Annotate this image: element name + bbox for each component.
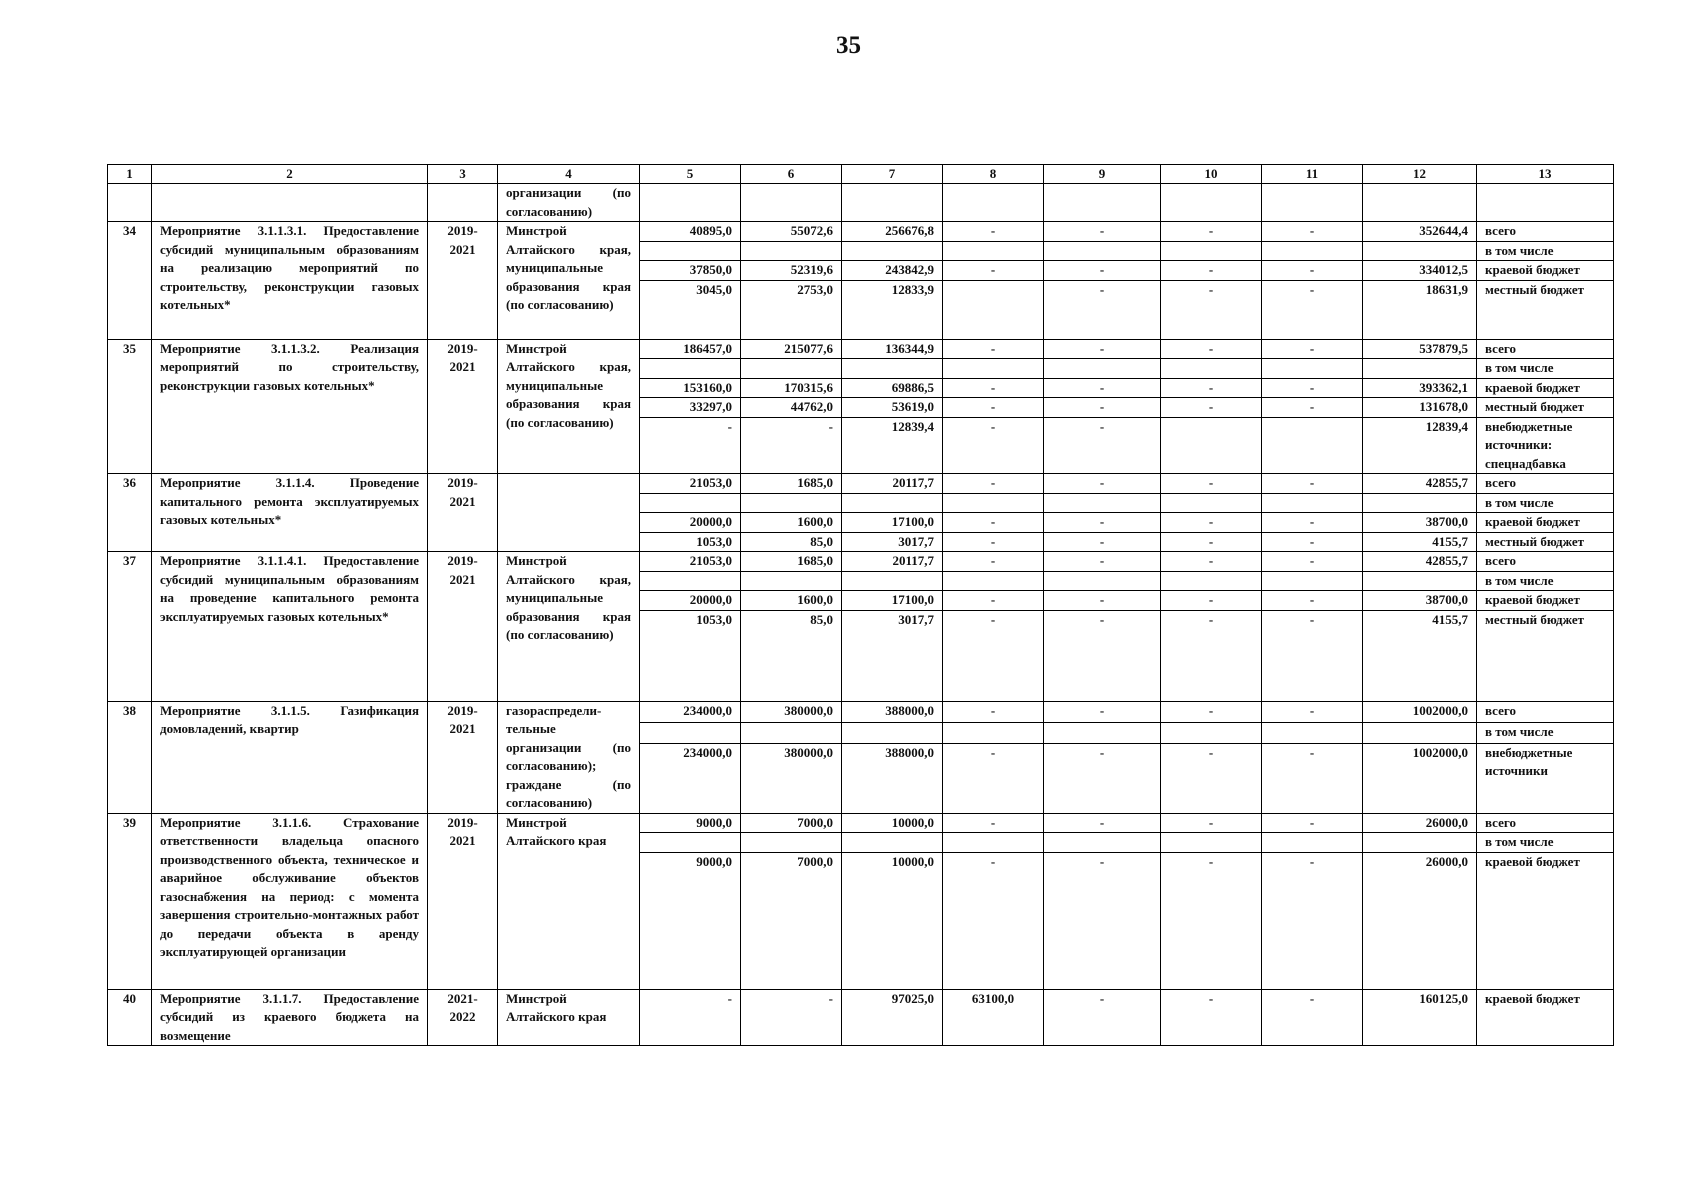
value-5 [640,571,741,591]
value-7: 17100,0 [842,591,943,611]
value-5: 21053,0 [640,474,741,494]
value-8: - [943,378,1044,398]
value-10: - [1161,591,1262,611]
value-6: 1600,0 [741,591,842,611]
cell-executor: организации (по согласованию) [498,184,640,222]
value-5: 33297,0 [640,398,741,418]
years: 2019-2021 [428,339,498,474]
executor: Минстрой Алтайского края, муниципальные образования края (по согласованию) [498,339,640,474]
value-12: 26000,0 [1363,852,1477,989]
column-number-6: 6 [741,165,842,184]
value-9: - [1044,474,1161,494]
value-8: - [943,743,1044,813]
value-5: 40895,0 [640,222,741,242]
table-row [108,222,1614,242]
value-6: 380000,0 [741,701,842,722]
funding-source: краевой бюджет [1477,261,1614,281]
value-9: - [1044,989,1161,1046]
value-5: 21053,0 [640,552,741,572]
measure-name: Мероприятие 3.1.1.4.1. Предоставление субсидий муниципальным образованиям на проведение капитального ремонта эксплуатируемых газовых котельных* [152,552,428,702]
value-6: - [741,417,842,474]
cell-name [152,184,428,222]
value-5: 20000,0 [640,513,741,533]
table-row [108,339,1614,359]
value-10 [1161,359,1262,379]
value-10 [1161,722,1262,743]
value-8: - [943,339,1044,359]
value-9 [1044,571,1161,591]
years: 2019-2021 [428,701,498,813]
value-9 [1044,359,1161,379]
value-7: 20117,7 [842,552,943,572]
value-6: 170315,6 [741,378,842,398]
column-number-1: 1 [108,165,152,184]
value-11: - [1262,474,1363,494]
value-10: - [1161,813,1262,833]
value-12: 12839,4 [1363,417,1477,474]
value-6: 1685,0 [741,474,842,494]
executor: Минстрой Алтайского края, муниципальные образования края (по согласованию) [498,222,640,340]
value-10: - [1161,701,1262,722]
value-5: 37850,0 [640,261,741,281]
value-7: 3017,7 [842,610,943,701]
value-9: - [1044,339,1161,359]
value-5: 9000,0 [640,852,741,989]
value-9: - [1044,532,1161,552]
row-number: 38 [108,701,152,813]
value-10: - [1161,532,1262,552]
value-5 [640,493,741,513]
measure-name: Мероприятие 3.1.1.3.1. Предоставление субсидий муниципальным образованиям на реализацию мероприятий по строительству, реконструкции газовых котельных* [152,222,428,340]
value-6 [741,571,842,591]
value-11 [1262,359,1363,379]
value-6: 1685,0 [741,552,842,572]
value-5: 3045,0 [640,280,741,339]
value-7: 388000,0 [842,743,943,813]
row-number: 40 [108,989,152,1046]
value-9: - [1044,610,1161,701]
value-7 [842,722,943,743]
value-10: - [1161,989,1262,1046]
column-number-4: 4 [498,165,640,184]
value-8: - [943,532,1044,552]
value-8 [943,571,1044,591]
value-8: - [943,852,1044,989]
value-6: 2753,0 [741,280,842,339]
cell-num [108,184,152,222]
column-number-3: 3 [428,165,498,184]
value-7: 388000,0 [842,701,943,722]
value-7 [842,359,943,379]
value-5: 234000,0 [640,701,741,722]
funding-source: местный бюджет [1477,280,1614,339]
value-9: - [1044,280,1161,339]
value-8: - [943,417,1044,474]
value-10: - [1161,552,1262,572]
value-6: 7000,0 [741,852,842,989]
table-row [108,989,1614,1046]
value-8: - [943,591,1044,611]
value-8: - [943,701,1044,722]
value-12: 160125,0 [1363,989,1477,1046]
measure-name: Мероприятие 3.1.1.7. Предоставление субсидий из краевого бюджета на возмещение [152,989,428,1046]
value-6: 215077,6 [741,339,842,359]
funding-source: внебюджетные источники [1477,743,1614,813]
value-7: 10000,0 [842,852,943,989]
continuation-row [108,184,1614,222]
value-11: - [1262,280,1363,339]
funding-source: в том числе [1477,571,1614,591]
value-12: 1002000,0 [1363,701,1477,722]
funding-source: внебюджетные источники: спецнадбавка [1477,417,1614,474]
value-11 [1262,833,1363,853]
years: 2019-2021 [428,552,498,702]
value-7: 69886,5 [842,378,943,398]
value-11: - [1262,610,1363,701]
value-12: 4155,7 [1363,532,1477,552]
value-11 [1262,241,1363,261]
value-12: 537879,5 [1363,339,1477,359]
measure-name: Мероприятие 3.1.1.5. Газификация домовладений, квартир [152,701,428,813]
table-body [108,184,1614,1046]
value-9: - [1044,701,1161,722]
value-8: - [943,513,1044,533]
column-number-11: 11 [1262,165,1363,184]
funding-source: краевой бюджет [1477,591,1614,611]
value-10 [1161,417,1262,474]
funding-source: краевой бюджет [1477,852,1614,989]
value-11: - [1262,398,1363,418]
column-number-9: 9 [1044,165,1161,184]
value-7: 17100,0 [842,513,943,533]
table-row [108,813,1614,833]
value-5 [640,722,741,743]
value-12: 334012,5 [1363,261,1477,281]
funding-source: в том числе [1477,241,1614,261]
table-row [108,701,1614,722]
value-6: 44762,0 [741,398,842,418]
value-7: 12833,9 [842,280,943,339]
value-12: 42855,7 [1363,474,1477,494]
value-9: - [1044,591,1161,611]
value-11 [1262,417,1363,474]
value-11: - [1262,852,1363,989]
value-8 [943,722,1044,743]
value-11: - [1262,261,1363,281]
column-number-12: 12 [1363,165,1477,184]
value-7 [842,241,943,261]
value-12: 1002000,0 [1363,743,1477,813]
value-7 [842,833,943,853]
value-8: - [943,610,1044,701]
value-8: - [943,552,1044,572]
value-5 [640,833,741,853]
value-11 [1262,722,1363,743]
column-number-10: 10 [1161,165,1262,184]
value-12: 26000,0 [1363,813,1477,833]
value-5: - [640,417,741,474]
value-7: 53619,0 [842,398,943,418]
measure-name: Мероприятие 3.1.1.6. Страхование ответственности владельца опасного производственного объекта, техническое и аварийное обслуживание объектов газоснабжения на период: с момента завершения строительно-монтажных работ до передачи объекта в аренду эксплуатирующей организации [152,813,428,989]
value-11: - [1262,513,1363,533]
value-7: 3017,7 [842,532,943,552]
value-7: 136344,9 [842,339,943,359]
row-number: 35 [108,339,152,474]
value-9: - [1044,378,1161,398]
column-number-13: 13 [1477,165,1614,184]
value-12 [1363,571,1477,591]
funding-source: краевой бюджет [1477,989,1614,1046]
value-5: 1053,0 [640,532,741,552]
row-number: 37 [108,552,152,702]
value-11: - [1262,591,1363,611]
value-10: - [1161,852,1262,989]
value-11: - [1262,743,1363,813]
value-6: 85,0 [741,532,842,552]
value-7 [842,493,943,513]
executor: Минстрой Алтайского края [498,989,640,1046]
column-number-7: 7 [842,165,943,184]
column-number-8: 8 [943,165,1044,184]
value-10: - [1161,398,1262,418]
value-8: - [943,261,1044,281]
value-6 [741,493,842,513]
value-11: - [1262,701,1363,722]
value-11: - [1262,378,1363,398]
executor: газораспредели-тельные организации (по согласованию); граждане (по согласованию) [498,701,640,813]
value-10: - [1161,743,1262,813]
value-11: - [1262,222,1363,242]
column-number-5: 5 [640,165,741,184]
value-5 [640,359,741,379]
value-9: - [1044,513,1161,533]
funding-source: местный бюджет [1477,610,1614,701]
column-number-2: 2 [152,165,428,184]
value-8 [943,359,1044,379]
funding-source: в том числе [1477,722,1614,743]
value-12 [1363,493,1477,513]
value-12: 352644,4 [1363,222,1477,242]
measure-name: Мероприятие 3.1.1.3.2. Реализация мероприятий по строительству, реконструкции газовых котельных* [152,339,428,474]
table-row [108,474,1614,494]
value-8: - [943,813,1044,833]
value-9 [1044,833,1161,853]
value-10: - [1161,222,1262,242]
value-9: - [1044,743,1161,813]
funding-source: всего [1477,701,1614,722]
value-6 [741,722,842,743]
value-12: 393362,1 [1363,378,1477,398]
value-12: 42855,7 [1363,552,1477,572]
value-5: - [640,989,741,1046]
value-6 [741,359,842,379]
funding-source: в том числе [1477,833,1614,853]
value-8: - [943,474,1044,494]
value-10: - [1161,610,1262,701]
value-9: - [1044,417,1161,474]
value-6: - [741,989,842,1046]
funding-source: всего [1477,474,1614,494]
value-7: 243842,9 [842,261,943,281]
value-6: 85,0 [741,610,842,701]
funding-source: краевой бюджет [1477,378,1614,398]
value-10: - [1161,513,1262,533]
value-12 [1363,833,1477,853]
executor: Минстрой Алтайского края [498,813,640,989]
funding-source: всего [1477,222,1614,242]
value-5: 20000,0 [640,591,741,611]
value-10 [1161,833,1262,853]
value-8 [943,280,1044,339]
value-10 [1161,493,1262,513]
value-12: 131678,0 [1363,398,1477,418]
executor [498,474,640,552]
value-6: 1600,0 [741,513,842,533]
table-row [108,552,1614,572]
value-11 [1262,493,1363,513]
value-9 [1044,722,1161,743]
funding-source: в том числе [1477,493,1614,513]
column-number-row [108,165,1614,184]
value-7: 256676,8 [842,222,943,242]
value-12: 18631,9 [1363,280,1477,339]
value-12: 4155,7 [1363,610,1477,701]
value-8: - [943,398,1044,418]
value-10 [1161,241,1262,261]
years: 2019-2021 [428,474,498,552]
value-10: - [1161,339,1262,359]
value-6 [741,241,842,261]
value-9: - [1044,813,1161,833]
value-8 [943,833,1044,853]
page-number: 35 [836,32,861,59]
funding-source: всего [1477,552,1614,572]
measure-name: Мероприятие 3.1.1.4. Проведение капитального ремонта эксплуатируемых газовых котельных* [152,474,428,552]
value-9: - [1044,222,1161,242]
funding-source: всего [1477,813,1614,833]
funding-source: краевой бюджет [1477,513,1614,533]
value-7: 12839,4 [842,417,943,474]
row-number: 39 [108,813,152,989]
value-10: - [1161,378,1262,398]
value-12: 38700,0 [1363,513,1477,533]
funding-source: в том числе [1477,359,1614,379]
value-7: 97025,0 [842,989,943,1046]
value-6: 7000,0 [741,813,842,833]
value-10: - [1161,261,1262,281]
years: 2021-2022 [428,989,498,1046]
years: 2019-2021 [428,813,498,989]
value-9: - [1044,398,1161,418]
funding-source: всего [1477,339,1614,359]
value-8: 63100,0 [943,989,1044,1046]
cell-years [428,184,498,222]
years: 2019-2021 [428,222,498,340]
value-9 [1044,241,1161,261]
row-number: 34 [108,222,152,340]
value-11: - [1262,989,1363,1046]
value-6: 52319,6 [741,261,842,281]
value-9 [1044,493,1161,513]
value-8 [943,493,1044,513]
value-5: 234000,0 [640,743,741,813]
value-5: 9000,0 [640,813,741,833]
executor: Минстрой Алтайского края, муниципальные образования края (по согласованию) [498,552,640,702]
value-5: 1053,0 [640,610,741,701]
value-7: 20117,7 [842,474,943,494]
value-10 [1161,571,1262,591]
value-5: 153160,0 [640,378,741,398]
value-9: - [1044,552,1161,572]
value-11: - [1262,813,1363,833]
value-6: 380000,0 [741,743,842,813]
value-11: - [1262,532,1363,552]
value-12 [1363,241,1477,261]
funding-source: местный бюджет [1477,398,1614,418]
value-6: 55072,6 [741,222,842,242]
value-11: - [1262,339,1363,359]
value-9: - [1044,261,1161,281]
value-5 [640,241,741,261]
value-8 [943,241,1044,261]
value-12 [1363,722,1477,743]
value-12: 38700,0 [1363,591,1477,611]
funding-source: местный бюджет [1477,532,1614,552]
value-6 [741,833,842,853]
value-10: - [1161,474,1262,494]
value-11: - [1262,552,1363,572]
budget-table [107,164,1614,1046]
value-10: - [1161,280,1262,339]
value-7: 10000,0 [842,813,943,833]
value-5: 186457,0 [640,339,741,359]
value-11 [1262,571,1363,591]
value-7 [842,571,943,591]
value-8: - [943,222,1044,242]
value-12 [1363,359,1477,379]
row-number: 36 [108,474,152,552]
value-9: - [1044,852,1161,989]
